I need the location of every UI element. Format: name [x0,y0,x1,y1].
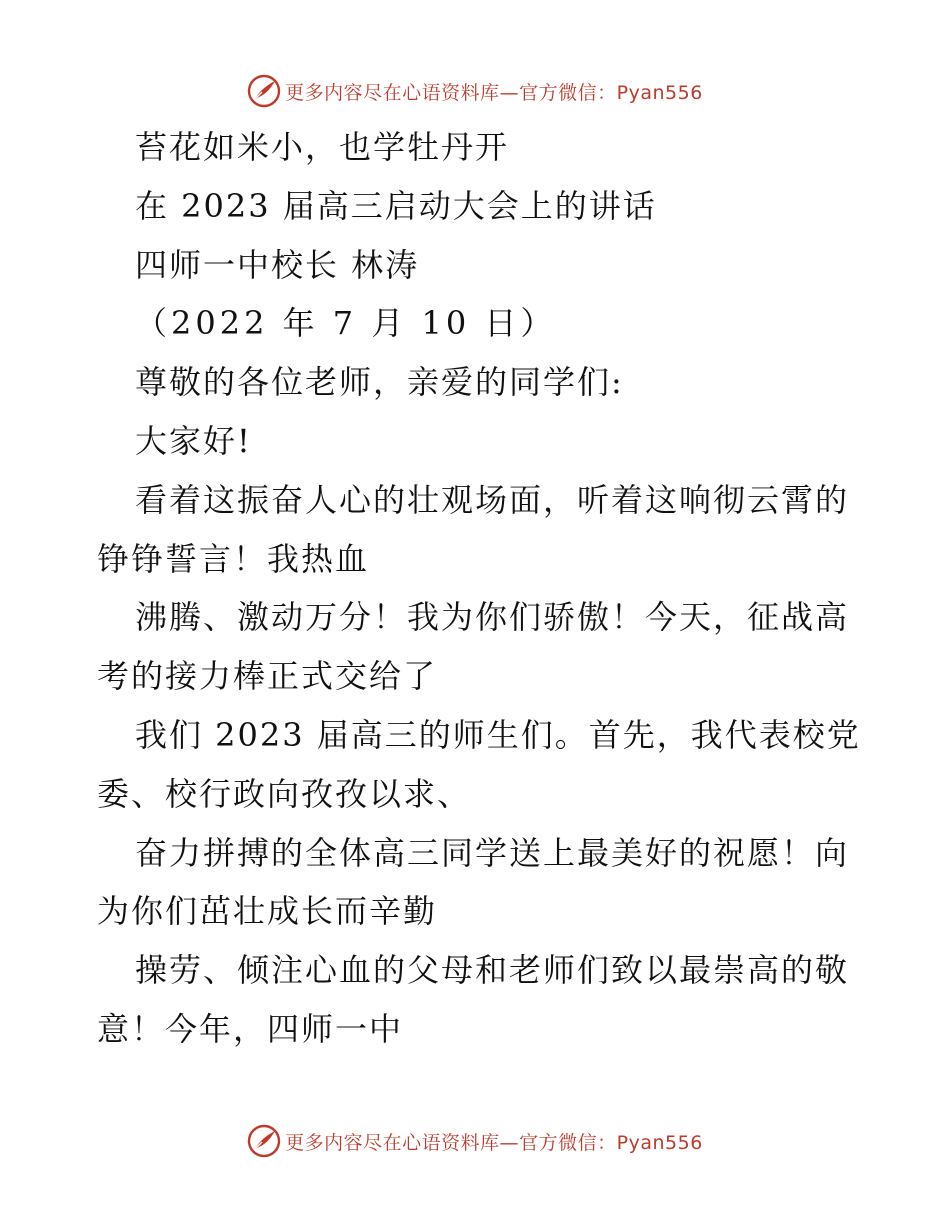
document-line: 沸腾、激动万分！我为你们骄傲！今天，征战高 [135,598,850,637]
document-line: 四师一中校长 林涛 [135,245,420,284]
document-line: 委、校行政向孜孜以求、 [97,774,472,813]
document-line: 在 2023 届高三启动大会上的讲话 [135,186,657,225]
document-line: （2022 年 7 月 10 日） [135,304,557,343]
document-line: 大家好! [135,421,252,460]
header-watermark-banner [0,71,950,111]
document-line: 考的接力棒正式交给了 [97,657,438,696]
document-line: 意！今年，四师一中 [97,1009,404,1048]
document-line: 苔花如米小，也学牡丹开 [135,128,510,166]
watermark-text: 更多内容尽在心语资料库—官方微信：Pyan556 [285,81,703,104]
document-line: 操劳、倾注心血的父母和老师们致以最崇高的敬 [135,951,850,990]
document-line: 我们 2023 届高三的师生们。首先，我代表校党 [135,715,861,754]
document-line: 铮铮誓言！我热血 [97,539,370,578]
document-line: 尊敬的各位老师，亲爱的同学们: [135,363,624,402]
quill-pen-logo-icon [247,74,281,108]
quill-pen-logo-icon [247,1124,281,1158]
watermark-text: 更多内容尽在心语资料库—官方微信：Pyan556 [285,1131,703,1154]
document-line: 为你们茁壮成长而辛勤 [97,892,438,931]
document-line: 看着这振奋人心的壮观场面，听着这响彻云霄的 [135,480,850,519]
footer-watermark-banner [0,1121,950,1161]
document-body [0,118,950,1059]
document-line: 奋力拼搏的全体高三同学送上最美好的祝愿！向 [135,833,850,872]
